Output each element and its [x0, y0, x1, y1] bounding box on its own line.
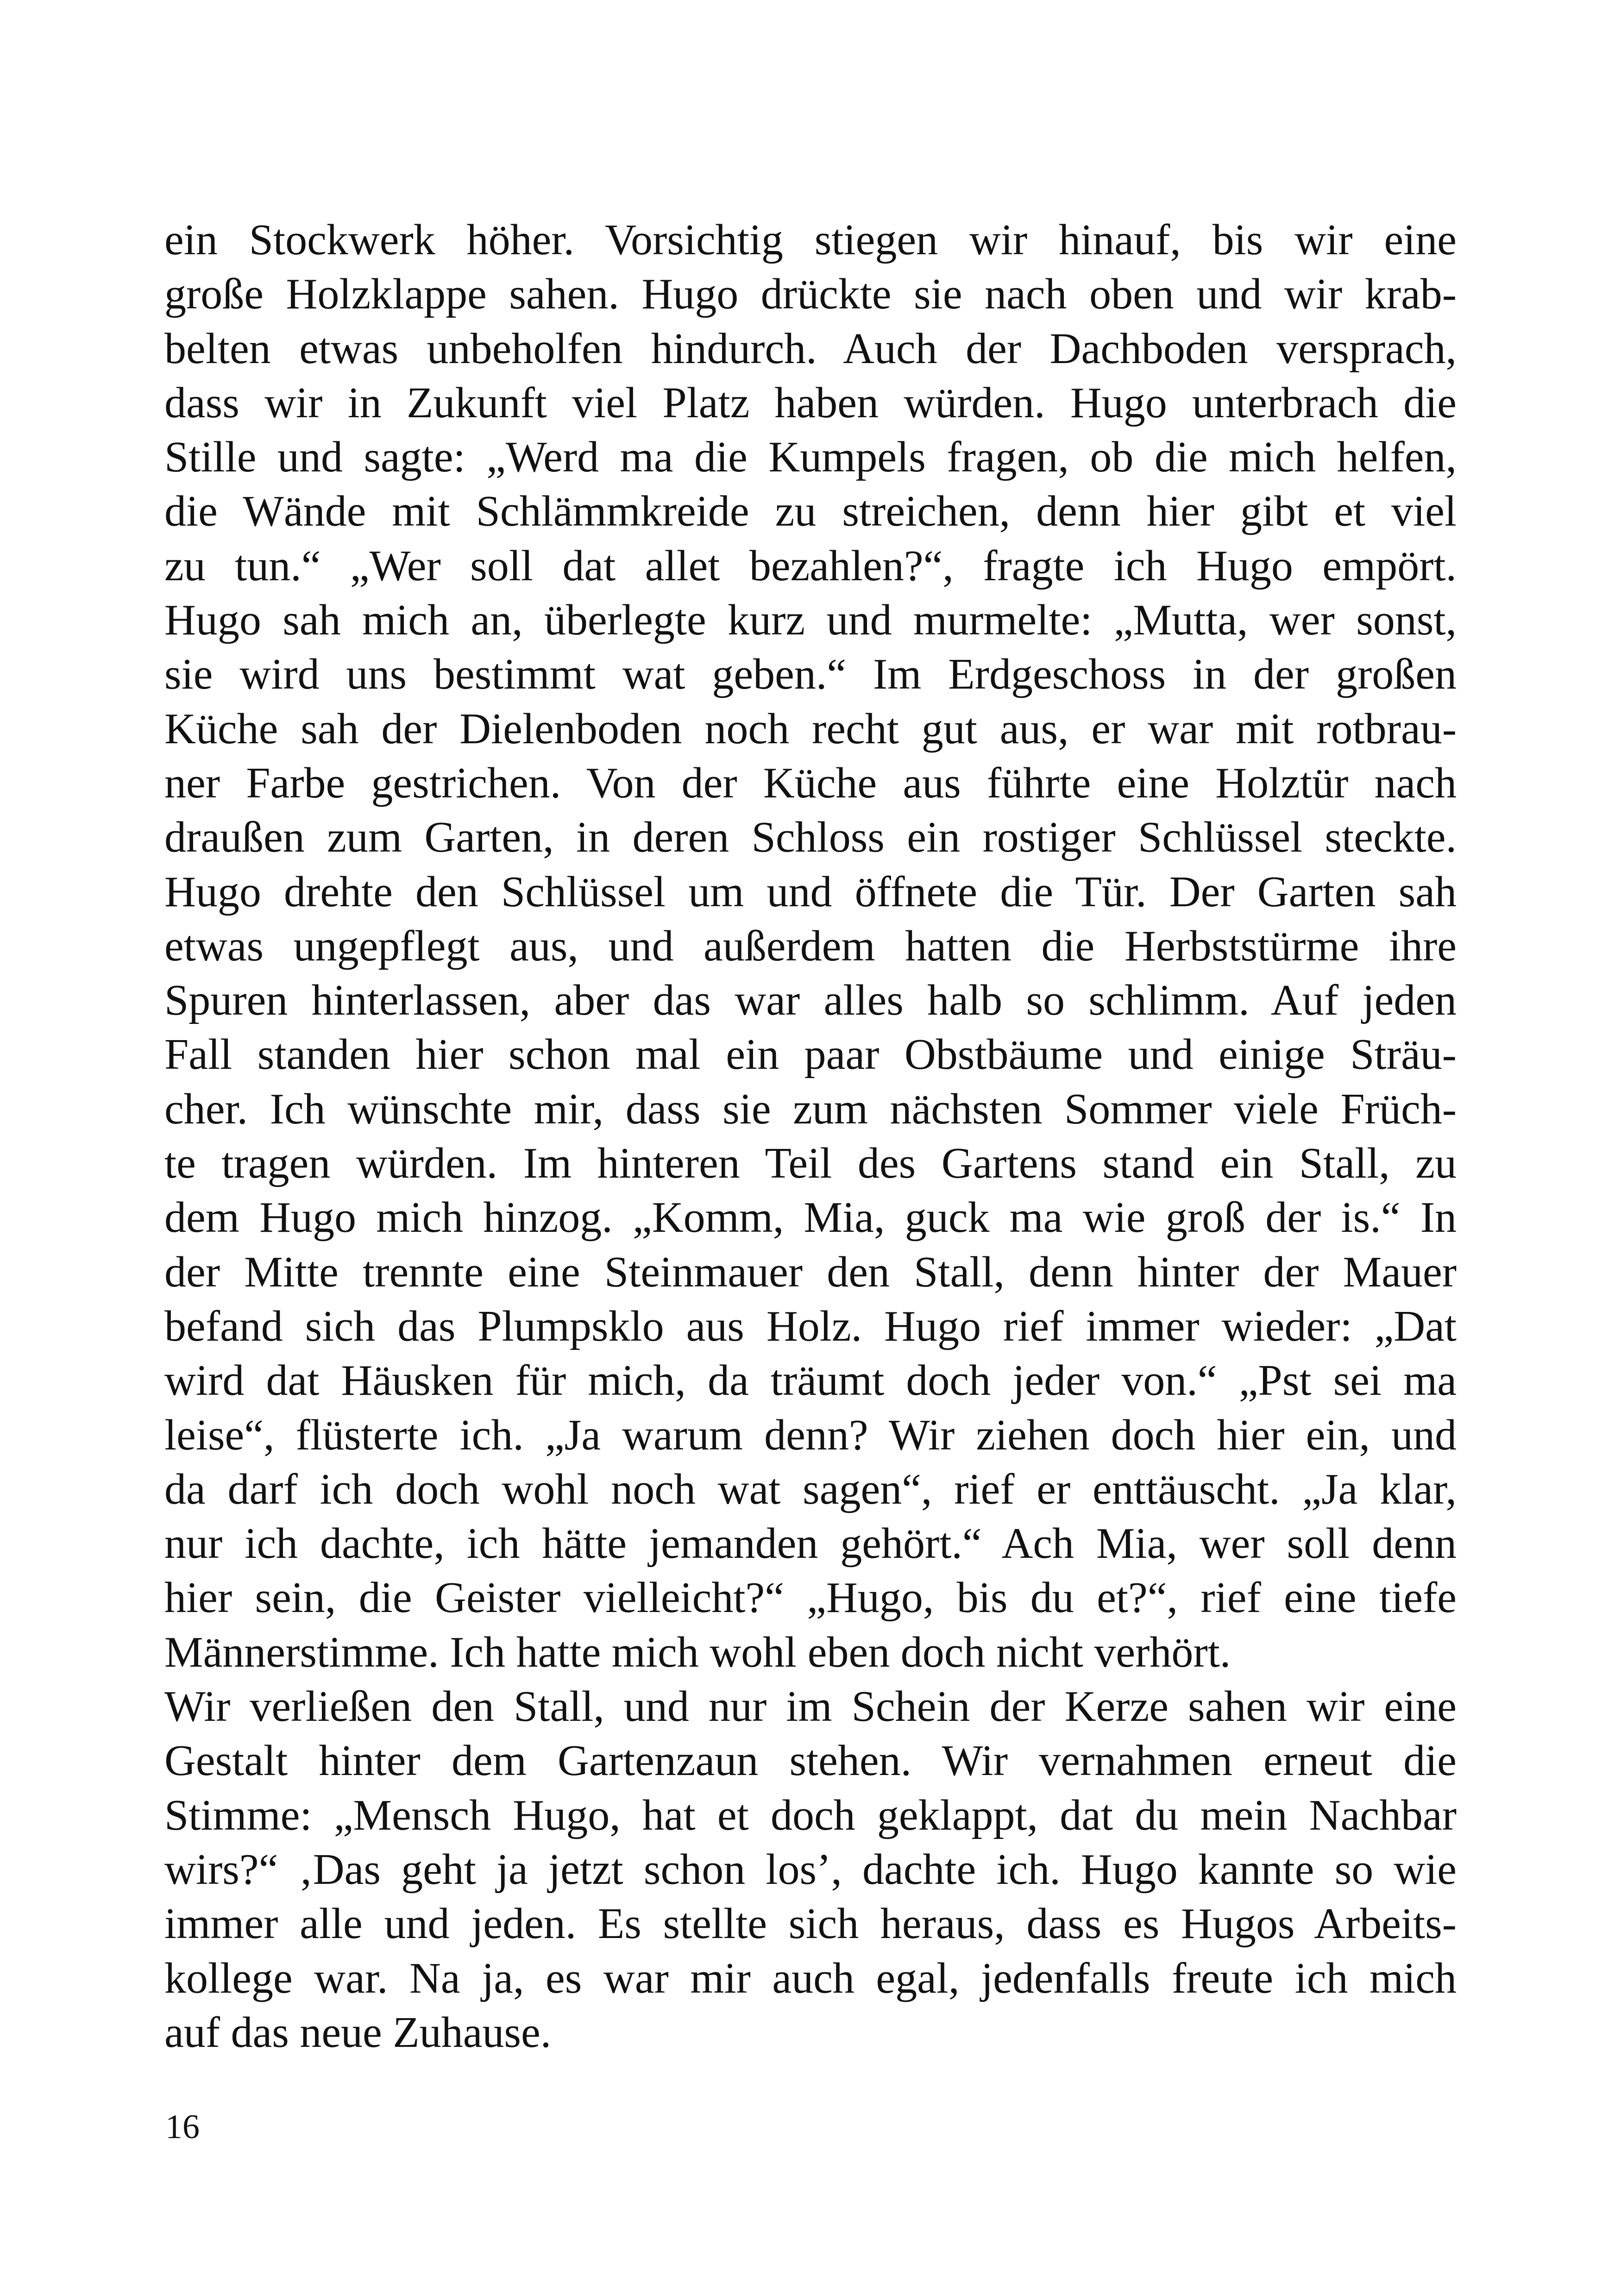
text-line: Wir verließen den Stall, und nur im Schein der Kerze sahen wir eine [164, 1682, 1457, 1731]
text-line: te tragen würden. Im hinteren Teil des Gartens stand ein Stall, zu [164, 1139, 1457, 1188]
text-line: große Holzklappe sahen. Hugo drückte sie nach oben und wir krab- [164, 270, 1457, 319]
text-line: zu tun.“ „Wer soll dat allet bezahlen?“, fragte ich Hugo empört. [164, 541, 1457, 590]
text-line: immer alle und jeden. Es stellte sich heraus, dass es Hugos Arbeits- [164, 1900, 1457, 1948]
text-line: Küche sah der Dielenboden noch recht gut aus, er war mit rotbrau- [164, 704, 1457, 753]
text-line: kollege war. Na ja, es war mir auch egal, jedenfalls freute ich mich [164, 1954, 1457, 2002]
text-line: auf das neue Zuhause. [164, 2008, 552, 2057]
text-line: da darf ich doch wohl noch wat sagen“, rief er enttäuscht. „Ja klar, [164, 1465, 1457, 1513]
text-line: befand sich das Plumpsklo aus Holz. Hugo rief immer wieder: „Dat [164, 1302, 1457, 1350]
text-line: cher. Ich wünschte mir, dass sie zum nächsten Sommer viele Früch- [164, 1085, 1457, 1133]
text-line: Gestalt hinter dem Gartenzaun stehen. Wir vernahmen erneut die [164, 1737, 1457, 1785]
body-text [164, 213, 1457, 2060]
text-line: dass wir in Zukunft viel Platz haben würden. Hugo unterbrach die [164, 378, 1457, 427]
paragraph [164, 1680, 1457, 2060]
text-line: Spuren hinterlassen, aber das war alles halb so schlimm. Auf jeden [164, 976, 1457, 1025]
text-line: die Wände mit Schlämmkreide zu streichen, denn hier gibt et viel [164, 487, 1457, 536]
text-line: wirs?“ ‚Das geht ja jetzt schon los’, dachte ich. Hugo kannte so wie [164, 1845, 1457, 1894]
text-line: sie wird uns bestimmt wat geben.“ Im Erdgeschoss in der großen [164, 650, 1457, 699]
text-line: etwas ungepflegt aus, und außerdem hatten die Herbststürme ihre [164, 922, 1457, 970]
text-line: hier sein, die Geister vielleicht?“ „Hugo, bis du et?“, rief eine tiefe [164, 1574, 1457, 1622]
page-number: 16 [165, 2108, 200, 2146]
text-line: belten etwas unbeholfen hindurch. Auch der Dachboden versprach, [164, 324, 1457, 373]
text-line: dem Hugo mich hinzog. „Komm, Mia, guck ma wie groß der is.“ In [164, 1193, 1457, 1242]
text-line: Stimme: „Mensch Hugo, hat et doch geklappt, dat du mein Nachbar [164, 1791, 1457, 1839]
text-line: leise“, flüsterte ich. „Ja warum denn? Wir ziehen doch hier ein, und [164, 1411, 1457, 1459]
text-line: Hugo sah mich an, überlegte kurz und murmelte: „Mutta, wer sonst, [164, 596, 1457, 645]
text-line: Männerstimme. Ich hatte mich wohl eben doch nicht verhört. [164, 1628, 1231, 1676]
text-line: wird dat Häusken für mich, da träumt doch jeder von.“ „Pst sei ma [164, 1356, 1457, 1405]
paragraph [164, 213, 1457, 1680]
text-line: Fall standen hier schon mal ein paar Obstbäume und einige Sträu- [164, 1030, 1457, 1079]
text-line: nur ich dachte, ich hätte jemanden gehört.“ Ach Mia, wer soll denn [164, 1519, 1457, 1568]
text-line: Stille und sagte: „Werd ma die Kumpels fragen, ob die mich helfen, [164, 433, 1457, 482]
text-line: ein Stockwerk höher. Vorsichtig stiegen wir hinauf, bis wir eine [164, 216, 1457, 264]
text-line: der Mitte trennte eine Steinmauer den Stall, denn hinter der Mauer [164, 1248, 1457, 1296]
text-line: draußen zum Garten, in deren Schloss ein rostiger Schlüssel steckte. [164, 813, 1457, 862]
text-line: ner Farbe gestrichen. Von der Küche aus führte eine Holztür nach [164, 759, 1457, 807]
text-line: Hugo drehte den Schlüssel um und öffnete die Tür. Der Garten sah [164, 867, 1457, 916]
